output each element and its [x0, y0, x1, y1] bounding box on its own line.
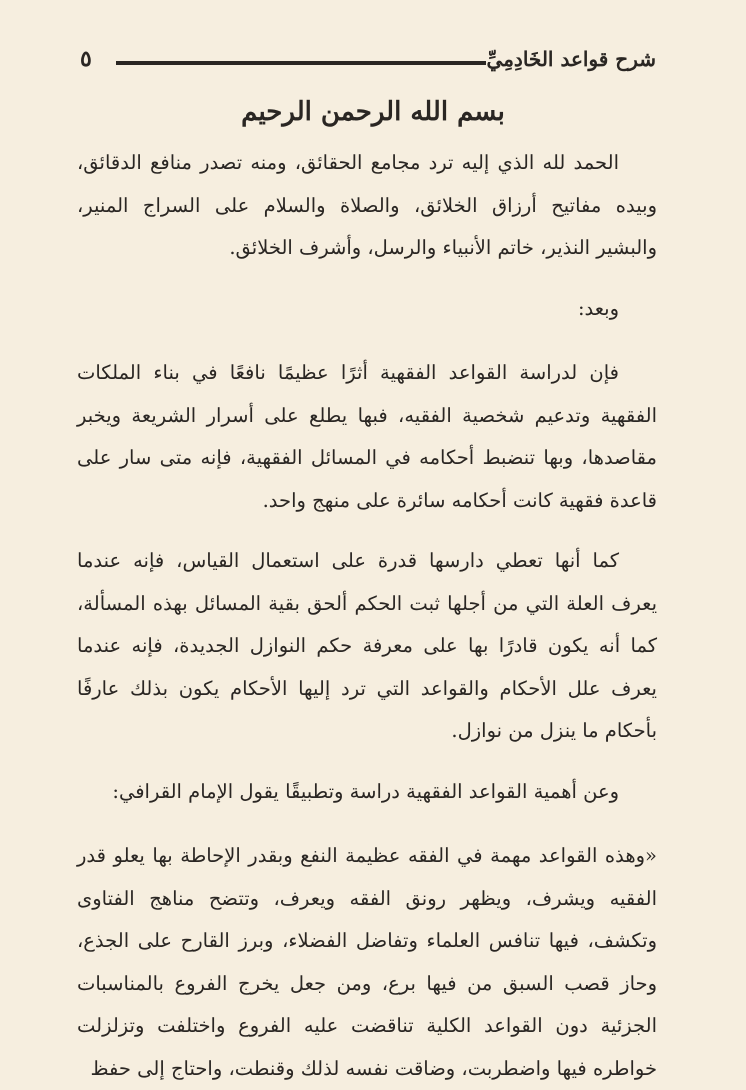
paragraph-praise: الحمد لله الذي إليه ترد مجامع الحقائق، ومنه تصدر منافع الدقائق، وبيده مفاتيح أرزاق الخلائق، والصلاة والسلام على السراج المنير، والبشير النذير، خاتم الأنبياء والرسل، وأشرف الخلائق. [77, 151, 657, 259]
paragraph-importance: فإن لدراسة القواعد الفقهية أثرًا عظيمًا نافعًا في بناء الملكات الفقهية وتدعيم شخصية الفقيه، فبها يطلع على أسرار الشريعة ويخبر مقاصدها، وبها تنضبط أحكامه في المسائل الفقهية، فإنه متى سار على قاعدة فقهية كانت أحكامه سائرة على منهج واحد. [77, 361, 657, 512]
page-number: ٥ [80, 46, 92, 72]
paragraph-transition: وبعد: [577, 296, 619, 320]
paragraph-qarafi-intro: وعن أهمية القواعد الفقهية دراسة وتطبيقًا يقول الإمام القرافي: [112, 779, 619, 803]
running-title: شرح قواعد الخَادِمِيِّ [486, 47, 656, 71]
body-text [77, 142, 657, 1090]
running-header [80, 44, 656, 84]
paragraph-analogy: كما أنها تعطي دارسها قدرة على استعمال القياس، فإنه عندما يعرف العلة التي من أجلها ثبت الحكم ألحق بقية المسائل بهذه المسألة، كما أنه يكون قادرًا بها على معرفة حكم النوازل الجديدة، فإنه عندما يعرف علل الأحكام والقواعد التي ترد إليها الأحكام يكون بذلك عارفًا بأحكام ما ينزل من نوازل. [77, 549, 657, 742]
paragraph-qarafi-quote: «وهذه القواعد مهمة في الفقه عظيمة النفع وبقدر الإحاطة بها يعلو قدر الفقيه ويشرف، ويظهر رونق الفقه ويعرف، وتتضح مناهج الفتاوى وتكشف، فيها تنافس العلماء وتفاضل الفضلاء، وبرز القارح على الجذع، وحاز قصب السبق من فيها برع، ومن جعل يخرج الفروع بالمناسبات الجزئية دون القواعد الكلية تناقضت عليه الفروع واختلفت وتزلزلت خواطره فيها واضطربت، وضاقت نفسه لذلك وقنطت، واحتاج إلى حفظ [77, 844, 657, 1080]
header-rule [116, 61, 486, 65]
basmala-heading: بسم الله الرحمن الرحيم [241, 97, 505, 127]
